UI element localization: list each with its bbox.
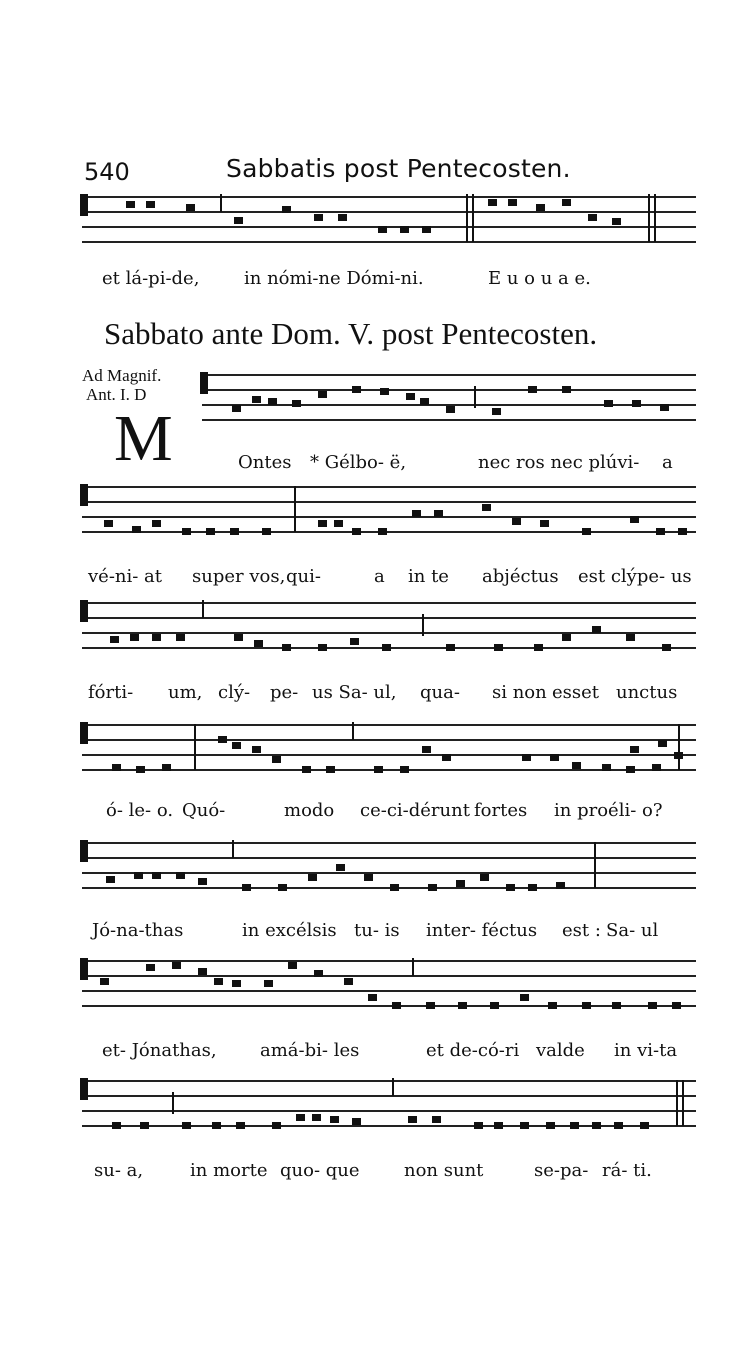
neume-icon [428,884,437,891]
neume-icon [172,962,181,969]
neume-icon [312,1114,321,1121]
neume-icon [612,1002,621,1009]
neume-icon [492,408,501,415]
bar-line [172,1092,174,1114]
neume-icon [678,528,687,535]
neume-icon [176,872,185,879]
syllable: a [662,452,673,473]
neume-icon [602,764,611,771]
neume-icon [540,520,549,527]
neume-icon [232,742,241,749]
neume-icon [282,644,291,651]
neume-icon [520,1122,529,1129]
neume-icon [136,766,145,773]
neume-icon [434,510,443,517]
bar-line [232,840,234,858]
neume-icon [182,528,191,535]
neume-icon [100,978,109,985]
neume-icon [480,874,489,881]
neume-icon [374,766,383,773]
bar-line [194,724,196,770]
syllable: * Gélbo- ë, [310,452,407,473]
neume-icon [494,644,503,651]
neume-icon [242,884,251,891]
syllable: qua- [420,682,460,703]
bar-line [422,614,424,636]
neume-icon [572,762,581,769]
neume-icon [302,766,311,773]
neume-icon [658,740,667,747]
syllable: est : [562,920,601,941]
syllable: um, [168,682,203,703]
neume-icon [232,405,241,412]
double-bar-line [472,194,474,242]
syllable: et de-có-ri [426,1040,520,1061]
neume-icon [262,528,271,535]
neume-icon [130,634,139,641]
neume-icon [292,400,301,407]
neume-icon [506,884,515,891]
syllable: Ontes [238,452,292,473]
syllable: us Sa- ul, [312,682,397,703]
neume-icon [288,962,297,969]
neume-icon [426,1002,435,1009]
syllable: et lá-pi-de, [102,268,200,289]
neume-icon [672,1002,681,1009]
syllable: vé-ni- at [88,566,163,587]
neume-icon [152,872,161,879]
neume-icon [252,746,261,753]
syllable: in nómi-ne Dómi-ni. [244,268,424,289]
bar-line [678,724,680,770]
neume-icon [592,626,601,633]
syllable: a [374,566,385,587]
syllable: Sa- ul [606,920,659,941]
syllable: Jó-na-thas [92,920,184,941]
neume-icon [660,404,669,411]
neume-icon [134,872,143,879]
neume-icon [214,978,223,985]
neume-icon [390,884,399,891]
bar-line [474,386,476,408]
neume-icon [392,1002,401,1009]
staff-0 [82,194,696,242]
syllable: pe- [270,682,299,703]
neume-icon [380,388,389,395]
neume-icon [296,1114,305,1121]
syllable: abjéctus [482,566,559,587]
double-bar-line [682,1080,684,1126]
syllable: E u o u a e. [488,268,591,289]
staff-5 [82,840,696,888]
bar-line [202,600,204,618]
neume-icon [146,964,155,971]
neume-icon [352,386,361,393]
bar-line [220,194,222,212]
initial-letter: M [114,402,173,475]
syllable: qui- [286,566,321,587]
neume-icon [632,400,641,407]
neume-icon [458,1002,467,1009]
neume-icon [230,528,239,535]
neume-icon [528,386,537,393]
neume-icon [272,1122,281,1129]
neume-icon [406,393,415,400]
neume-icon [652,764,661,771]
staff-4 [82,722,696,770]
neume-icon [508,199,517,206]
neume-icon [112,1122,121,1129]
neume-icon [556,882,565,889]
syllable: tu- is [354,920,400,941]
clef-icon [200,372,208,394]
neume-icon [420,398,429,405]
neume-icon [570,1122,579,1129]
syllable: in te [408,566,449,587]
syllable: in morte [190,1160,268,1181]
neume-icon [648,1002,657,1009]
neume-icon [236,1122,245,1129]
clef-icon [80,484,88,506]
clef-icon [80,600,88,622]
clef-icon [80,958,88,980]
neume-icon [162,764,171,771]
neume-icon [330,1116,339,1123]
neume-icon [232,980,241,987]
neume-icon [626,766,635,773]
syllable: clý- [218,682,251,703]
syllable: unctus [616,682,678,703]
clef-icon [80,840,88,862]
neume-icon [604,400,613,407]
neume-icon [254,640,263,647]
neume-icon [344,978,353,985]
double-bar-line [654,194,656,242]
neume-icon [206,528,215,535]
neume-icon [282,206,291,213]
syllable: est clýpe- us [578,566,692,587]
neume-icon [446,644,455,651]
neume-icon [198,878,207,885]
neume-icon [488,199,497,206]
neume-icon [548,1002,557,1009]
double-bar-line [676,1080,678,1126]
syllable: ce-ci-dérunt [360,800,470,821]
syllable: in vi-ta [614,1040,678,1061]
neume-icon [412,510,421,517]
neume-icon [234,634,243,641]
syllable: amá-bi- les [260,1040,360,1061]
neume-icon [626,634,635,641]
neume-icon [562,199,571,206]
neume-icon [318,644,327,651]
neume-icon [408,1116,417,1123]
neume-icon [126,201,135,208]
neume-icon [272,756,281,763]
neume-icon [474,1122,483,1129]
neume-icon [456,880,465,887]
neume-icon [268,398,277,405]
neume-icon [378,226,387,233]
neume-icon [614,1122,623,1129]
neume-icon [152,520,161,527]
syllable: valde [536,1040,585,1061]
page-number: 540 [84,158,130,186]
neume-icon [234,217,243,224]
bar-line [352,722,354,740]
neume-icon [182,1122,191,1129]
staff-1 [202,372,696,420]
neume-icon [400,226,409,233]
neume-icon [350,638,359,645]
neume-icon [512,518,521,525]
neume-icon [562,634,571,641]
neume-icon [640,1122,649,1129]
bar-line [594,842,596,888]
syllable: su- a, [94,1160,144,1181]
neume-icon [186,204,195,211]
syllable: non sunt [404,1160,484,1181]
neume-icon [140,1122,149,1129]
neume-icon [338,214,347,221]
neume-icon [490,1002,499,1009]
syllable: fortes [474,800,528,821]
neume-icon [212,1122,221,1129]
clef-icon [80,1078,88,1100]
neume-icon [218,736,227,743]
neume-icon [264,980,273,987]
neume-icon [550,754,559,761]
running-title: Sabbatis post Pentecosten. [226,154,571,183]
neume-icon [482,504,491,511]
neume-icon [318,520,327,527]
neume-icon [110,636,119,643]
syllable: fórti- [88,682,134,703]
neume-icon [582,1002,591,1009]
neume-icon [494,1122,503,1129]
neume-icon [314,214,323,221]
neume-icon [378,528,387,535]
syllable: rá- ti. [602,1160,652,1181]
neume-icon [592,1122,601,1129]
neume-icon [308,874,317,881]
neume-icon [630,516,639,523]
neume-icon [146,201,155,208]
neume-icon [562,386,571,393]
clef-icon [80,194,88,216]
neume-icon [656,528,665,535]
double-bar-line [466,194,468,242]
neume-icon [534,644,543,651]
neume-icon [612,218,621,225]
syllable: modo [284,800,335,821]
neume-icon [674,752,683,759]
neume-icon [422,226,431,233]
syllable: quo- que [280,1160,360,1181]
syllable: ó- le- o. [106,800,174,821]
neume-icon [336,864,345,871]
syllable: si non [492,682,547,703]
neume-icon [152,634,161,641]
neume-icon [588,214,597,221]
bar-line [412,958,414,976]
staff-2 [82,484,696,532]
neume-icon [278,884,287,891]
neume-icon [334,520,343,527]
chant-title: Sabbato ante Dom. V. post Pentecosten. [104,316,598,351]
staff-7 [82,1078,696,1126]
double-bar-line [648,194,650,242]
neume-icon [112,764,121,771]
neume-icon [400,766,409,773]
neume-icon [252,396,261,403]
neume-icon [630,746,639,753]
bar-line [392,1078,394,1096]
syllable: Quó- [182,800,226,821]
neume-icon [662,644,671,651]
neume-icon [132,526,141,533]
neume-icon [432,1116,441,1123]
neume-icon [368,994,377,1001]
neume-icon [442,754,451,761]
syllable: super vos, [192,566,286,587]
neume-icon [198,968,207,975]
neume-icon [176,634,185,641]
neume-icon [104,520,113,527]
bar-line [294,486,296,532]
syllable: esset [552,682,600,703]
syllable: inter- féctus [426,920,538,941]
neume-icon [582,528,591,535]
syllable: in excélsis [242,920,337,941]
neume-icon [422,746,431,753]
neume-icon [106,876,115,883]
neume-icon [352,1118,361,1125]
neume-icon [536,204,545,211]
clef-icon [80,722,88,744]
syllable: nec ros nec plúvi- [478,452,640,473]
neume-icon [314,970,323,977]
neume-icon [364,874,373,881]
neume-icon [326,766,335,773]
staff-6 [82,958,696,1006]
mode-label: Ad Magnif. Ant. I. D [82,366,162,404]
syllable: se-pa- [534,1160,589,1181]
neume-icon [382,644,391,651]
neume-icon [546,1122,555,1129]
syllable: in proéli- o? [554,800,663,821]
neume-icon [446,406,455,413]
neume-icon [528,884,537,891]
neume-icon [522,754,531,761]
neume-icon [318,391,327,398]
neume-icon [520,994,529,1001]
neume-icon [352,528,361,535]
staff-3 [82,600,696,648]
syllable: et- Jónathas, [102,1040,217,1061]
